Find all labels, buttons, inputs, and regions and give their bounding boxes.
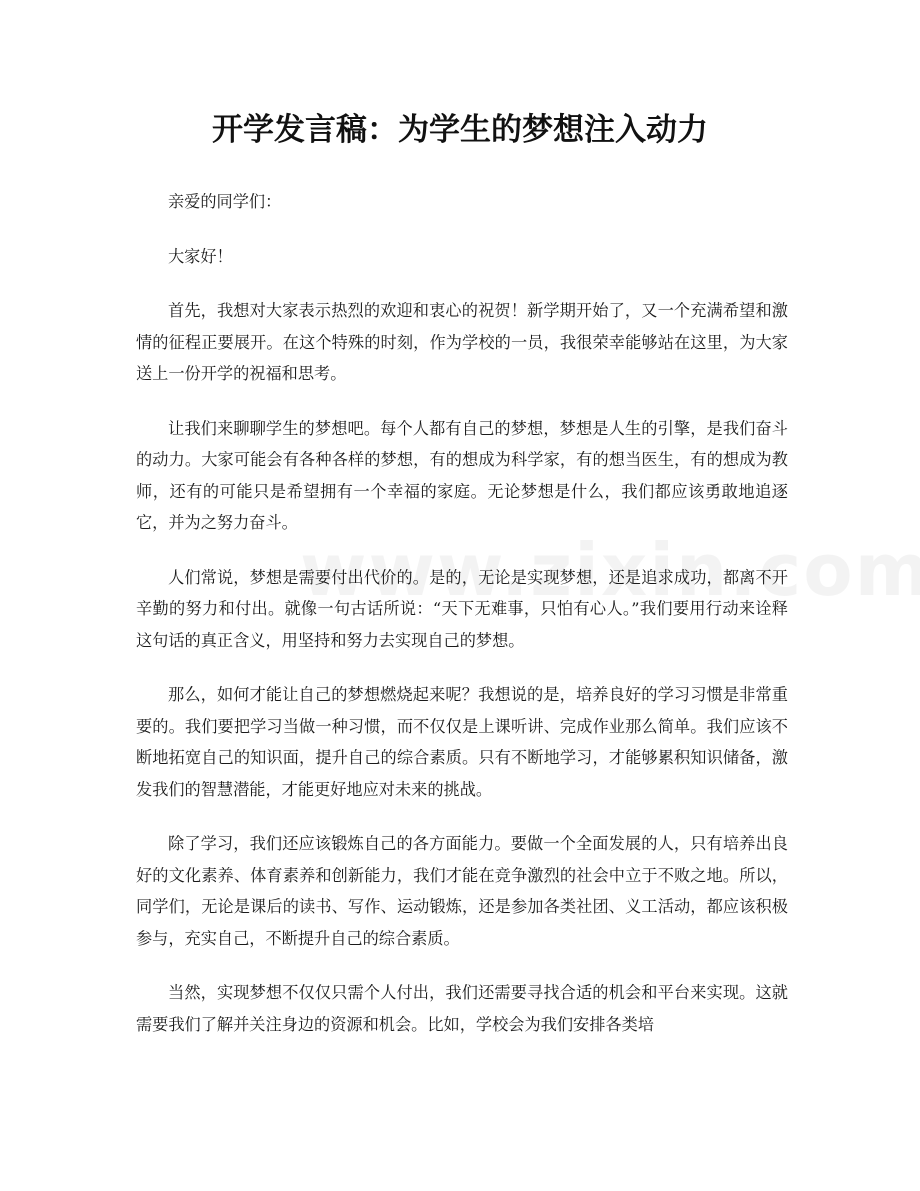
greeting: 大家好！ (168, 246, 233, 266)
paragraph: 人们常说，梦想是需要付出代价的。是的，无论是实现梦想，还是追求成功，都离不开辛勤的努力和付出。就像一句古话所说：“天下无难事，只怕有心人。”我们要用行动来诠释这句话的真正含义，用坚持和努力去实现自己的梦想。 (136, 567, 788, 650)
paragraph: 那么，如何才能让自己的梦想燃烧起来呢？我想说的是，培养良好的学习习惯是非常重要的。我们要把学习当做一种习惯，而不仅仅是上课听讲、完成作业那么简单。我们应该不断地拓宽自己的知识面，提升自己的综合素质。只有不断地学习，才能够累积知识储备，激发我们的智慧潜能，才能更好地应对未来的挑战。 (136, 685, 788, 799)
document-title: 开学发言稿：为学生的梦想注入动力 (212, 112, 708, 148)
paragraph: 除了学习，我们还应该锻炼自己的各方面能力。要做一个全面发展的人，只有培养出良好的文化素养、体育素养和创新能力，我们才能在竞争激烈的社会中立于不败之地。所以，同学们，无论是课后的读书、写作、运动锻炼，还是参加各类社团、义工活动，都应该积极参与，充实自己，不断提升自己的综合素质。 (136, 834, 788, 948)
paragraph: 让我们来聊聊学生的梦想吧。每个人都有自己的梦想，梦想是人生的引擎，是我们奋斗的动力。大家可能会有各种各样的梦想，有的想成为科学家，有的想当医生，有的想成为教师，还有的可能只是希望拥有一个幸福的家庭。无论梦想是什么，我们都应该勇敢地追逐它，并为之努力奋斗。 (136, 418, 788, 532)
paragraph: 当然，实现梦想不仅仅只需个人付出，我们还需要寻找合适的机会和平台来实现。这就需要我们了解并关注身边的资源和机会。比如，学校会为我们安排各类培 (136, 983, 788, 1034)
salutation: 亲爱的同学们： (168, 192, 282, 211)
paragraph: 首先，我想对大家表示热烈的欢迎和衷心的祝贺！新学期开始了，又一个充满希望和激情的征程正要展开。在这个特殊的时刻，作为学校的一员，我很荣幸能够站在这里，为大家送上一份开学的祝福和思考。 (136, 301, 788, 383)
document-body (136, 186, 788, 1063)
